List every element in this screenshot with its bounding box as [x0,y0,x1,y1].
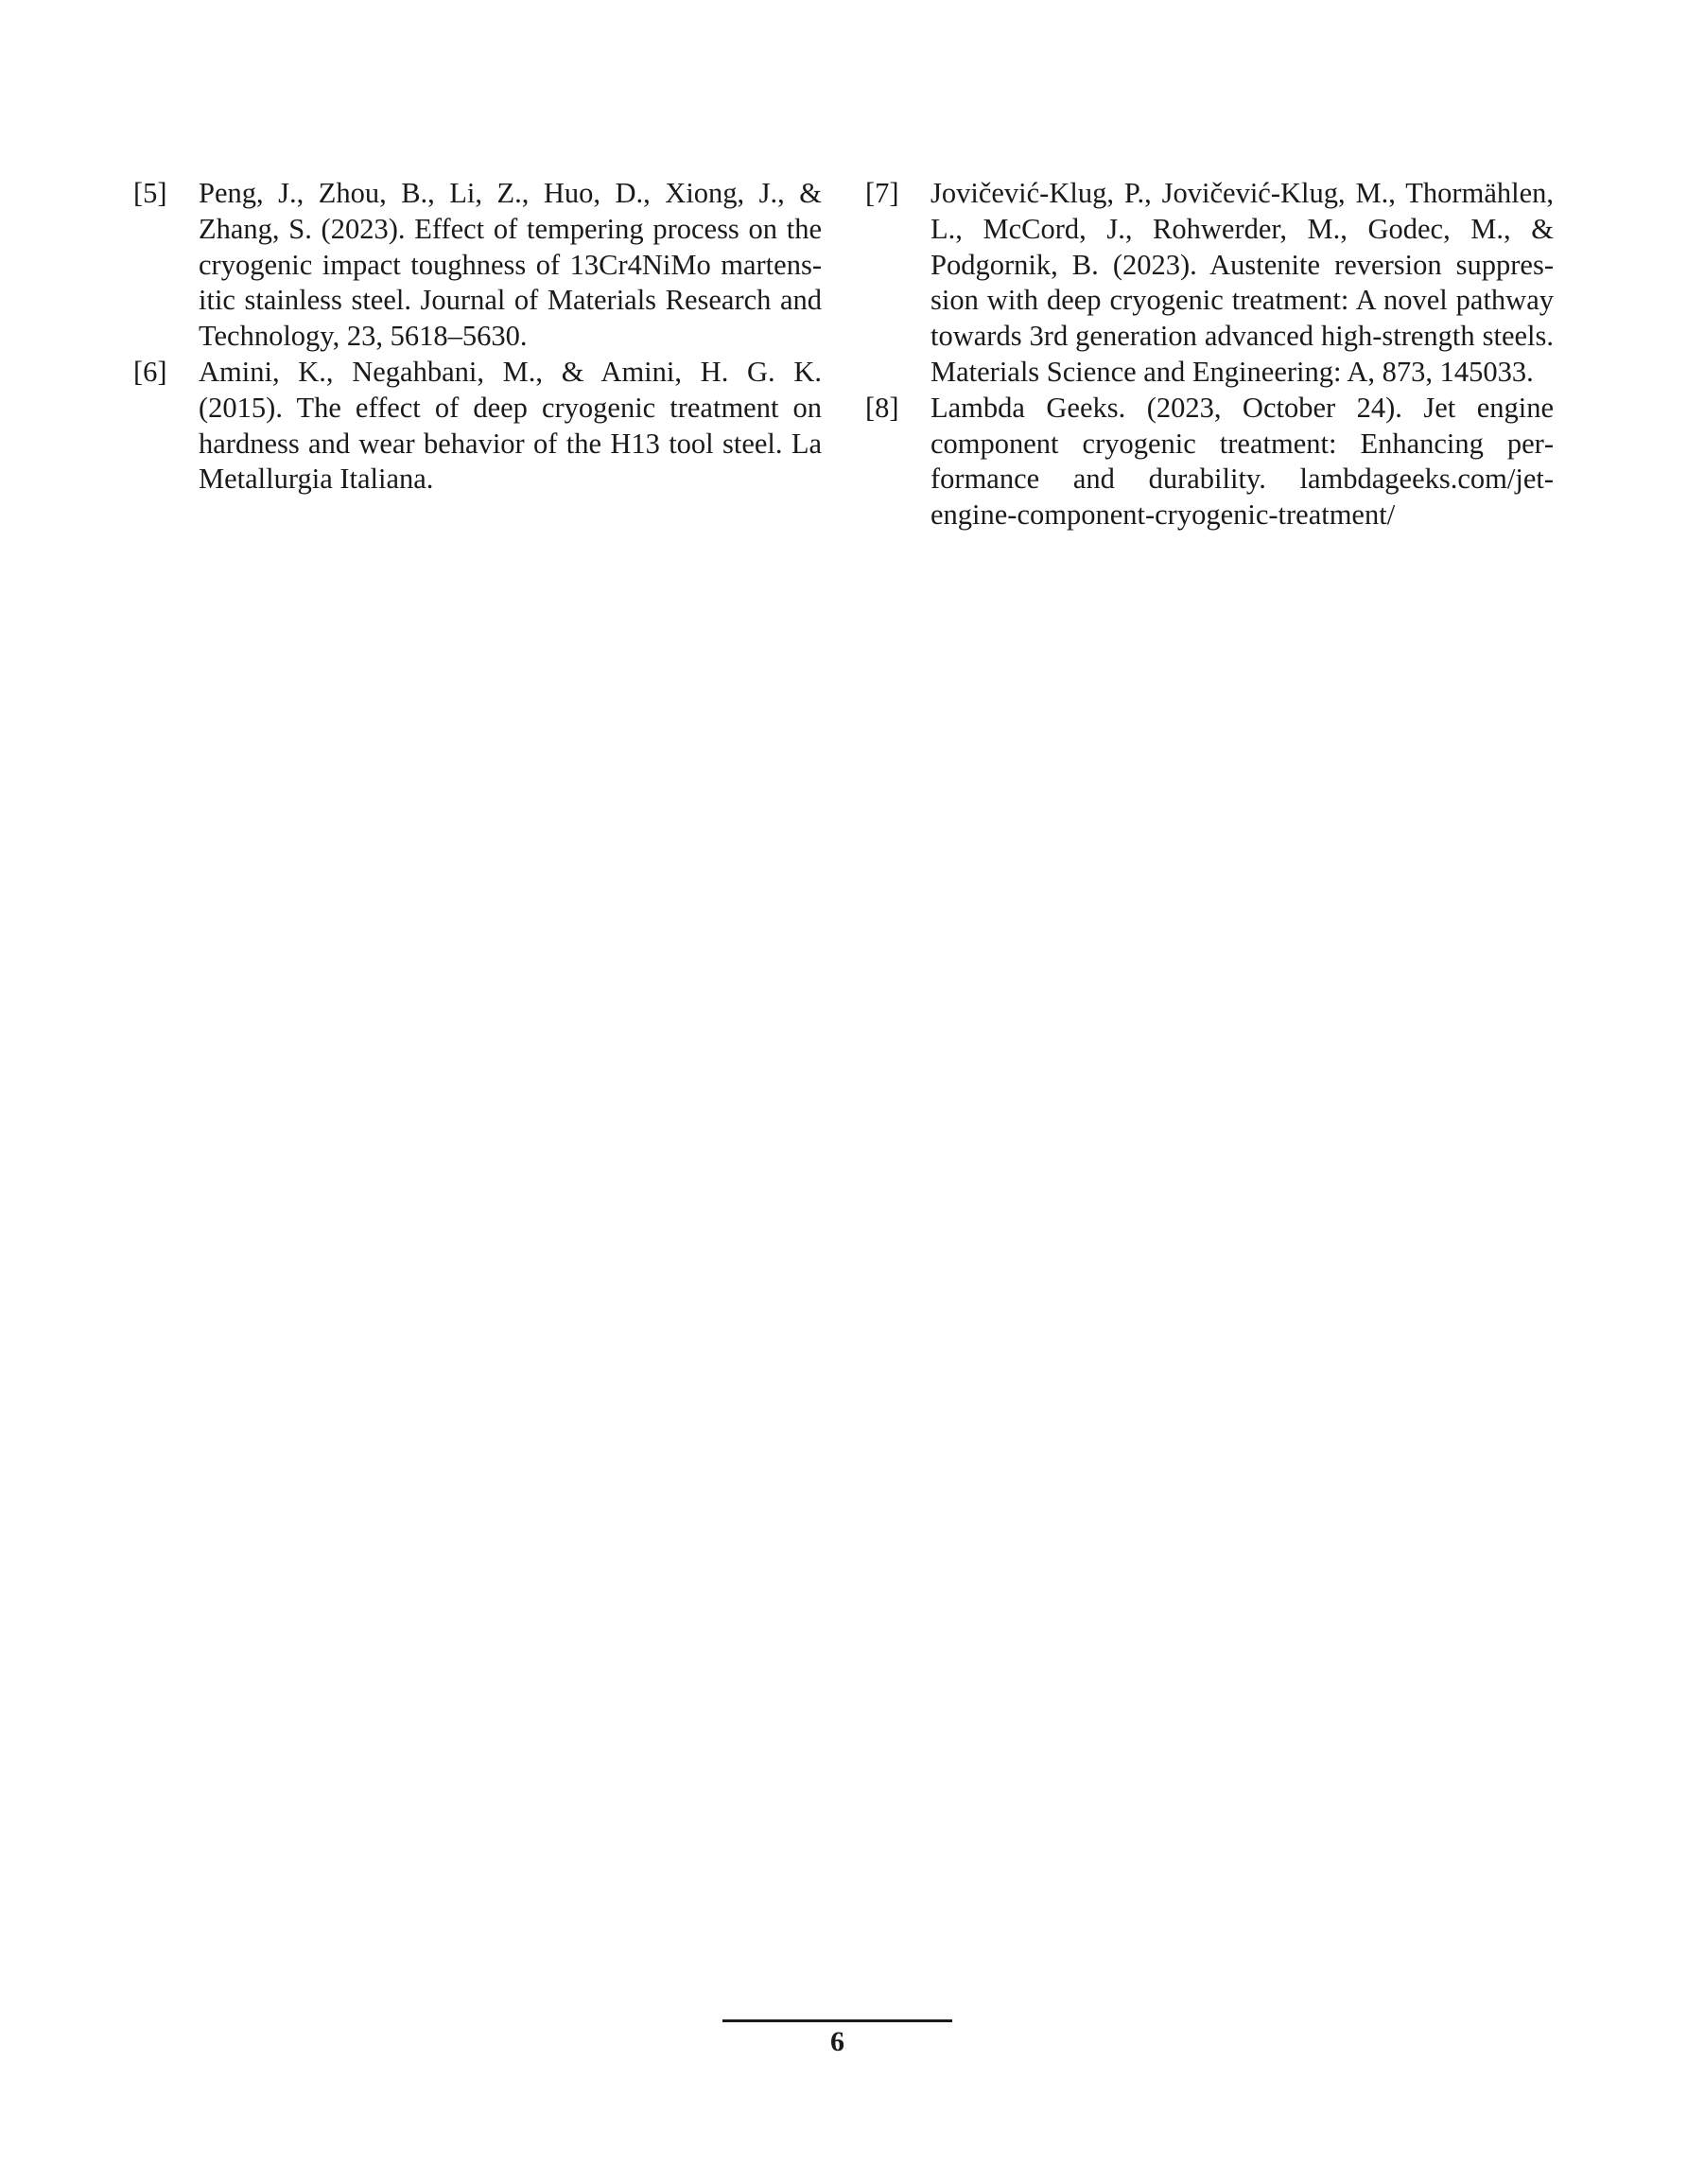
references-right-column [865,176,1554,533]
reference-text: Amini, K., Negahbani, M., & Amini, H. G. K. (2015). The effect of deep cryogenic treatment on hardness and wear behavior of the H13 tool steel. La Metallurgia Italiana. [199,355,822,496]
footer-divider [722,2019,952,2022]
reference-number: [5] [133,177,167,209]
reference-item [865,176,1554,391]
reference-number: [8] [865,391,899,424]
reference-number: [7] [865,177,899,209]
reference-item [133,176,822,355]
references-left-column [133,176,822,498]
reference-item [133,355,822,498]
reference-item [865,391,1554,533]
page-number: 6 [830,2026,844,2057]
reference-text: Jovičević-Klug, P., Jovičević-Klug, M., Thormählen, L., McCord, J., Rohwerder, M., Godec, M., & Podgornik, B. (2023). Austenite reversion suppression with deep cryogenic treatment: A novel pathway towards 3rd generation advanced high-strength steels. Materials Science and Engineering: A, 873, 145033. [930,177,1554,388]
reference-text: Lambda Geeks. (2023, October 24). Jet engine component cryogenic treatment: Enhancing performance and durability. lambdageeks.com/​jet-engine-component-cryogenic-treatment/ [930,391,1554,532]
reference-text: Peng, J., Zhou, B., Li, Z., Huo, D., Xiong, J., & Zhang, S. (2023). Effect of tempering process on the cryogenic impact toughness of 13Cr4NiMo martensitic stainless steel. Journal of Materials Research and Technology, 23, 5618–5630. [199,177,822,353]
reference-number: [6] [133,355,167,388]
